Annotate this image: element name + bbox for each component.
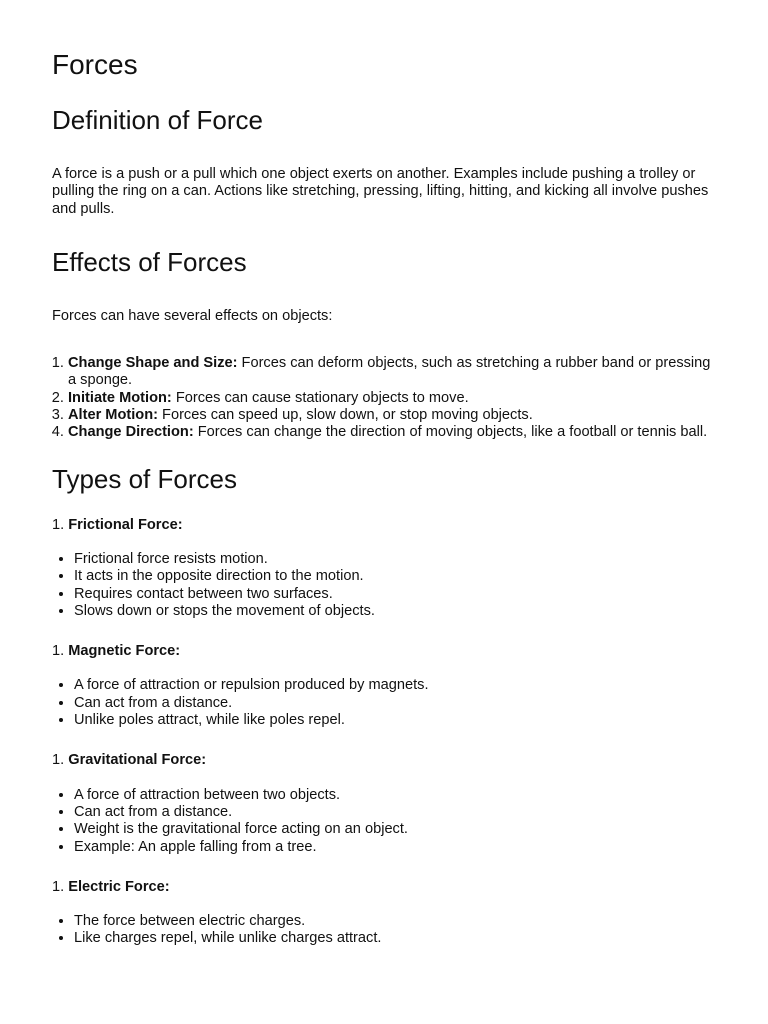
effect-term: Change Direction: — [68, 424, 194, 441]
force-type-label — [52, 643, 716, 660]
force-type-label — [52, 879, 716, 896]
force-type-gravitational — [52, 752, 716, 855]
list-number: 1. — [52, 516, 65, 533]
list-item: • A force of attraction between two objects. — [74, 787, 716, 804]
effect-text: Forces can speed up, slow down, or stop moving objects. — [157, 407, 533, 424]
force-type-name: Frictional Force: — [68, 516, 183, 533]
list-item: • Can act from a distance. — [74, 695, 716, 712]
list-item: • Can act from a distance. — [74, 804, 716, 821]
list-item: • Slows down or stops the movement of objects. — [74, 603, 716, 620]
force-type-label — [52, 517, 716, 534]
list-item: • Weight is the gravitational force acting on an object. — [74, 821, 716, 838]
effects-list-item — [68, 424, 716, 441]
list-number: 1. — [52, 878, 65, 895]
list-item: • Example: An apple falling from a tree. — [74, 839, 716, 856]
list-item: • The force between electric charges. — [74, 913, 716, 930]
force-type-magnetic — [52, 643, 716, 729]
definition-heading: Definition of Force — [52, 105, 263, 135]
force-type-bullets — [52, 677, 716, 729]
definition-paragraph: A force is a push or a pull which one object exerts on another. Examples include pushing a trolley or pulling the ring on a can. Actions like stretching, pressing, lifting, hitting, and kicking all involve pushes and pulls. — [52, 166, 709, 217]
effects-list — [52, 355, 716, 441]
effect-text: Forces can deform objects, such as stretching a rubber band or pressing a sponge. — [68, 355, 711, 389]
effect-text: Forces can change the direction of moving objects, like a football or tennis ball. — [193, 424, 708, 441]
list-item: • A force of attraction or repulsion produced by magnets. — [74, 677, 716, 694]
force-type-bullets — [52, 787, 716, 856]
page-title: Forces — [52, 49, 138, 80]
effect-term: Alter Motion: — [68, 407, 158, 424]
list-item: • It acts in the opposite direction to the motion. — [74, 568, 716, 585]
list-item: • Requires contact between two surfaces. — [74, 586, 716, 603]
force-type-name: Gravitational Force: — [68, 752, 207, 769]
force-type-name: Magnetic Force: — [68, 643, 181, 660]
force-type-bullets — [52, 913, 716, 948]
list-number: 1. — [52, 643, 65, 660]
effects-heading: Effects of Forces — [52, 246, 247, 277]
force-type-label — [52, 752, 716, 769]
force-type-electric — [52, 879, 716, 948]
effects-list-item — [68, 355, 716, 390]
effect-term: Change Shape and Size: — [68, 355, 238, 372]
force-type-name: Electric Force: — [68, 878, 170, 895]
force-type-bullets — [52, 551, 716, 620]
list-item: • Unlike poles attract, while like poles repel. — [74, 712, 716, 729]
types-heading: Types of Forces — [52, 463, 237, 494]
effects-list-item — [68, 390, 716, 407]
effect-text: Forces can cause stationary objects to move. — [171, 389, 469, 406]
effects-list-item — [68, 407, 716, 424]
effects-intro: Forces can have several effects on objects: — [52, 307, 333, 324]
list-number: 1. — [52, 752, 65, 769]
effect-term: Initiate Motion: — [68, 389, 172, 406]
list-item: • Like charges repel, while unlike charges attract. — [74, 930, 716, 947]
list-item: • Frictional force resists motion. — [74, 551, 716, 568]
force-type-frictional — [52, 517, 716, 620]
